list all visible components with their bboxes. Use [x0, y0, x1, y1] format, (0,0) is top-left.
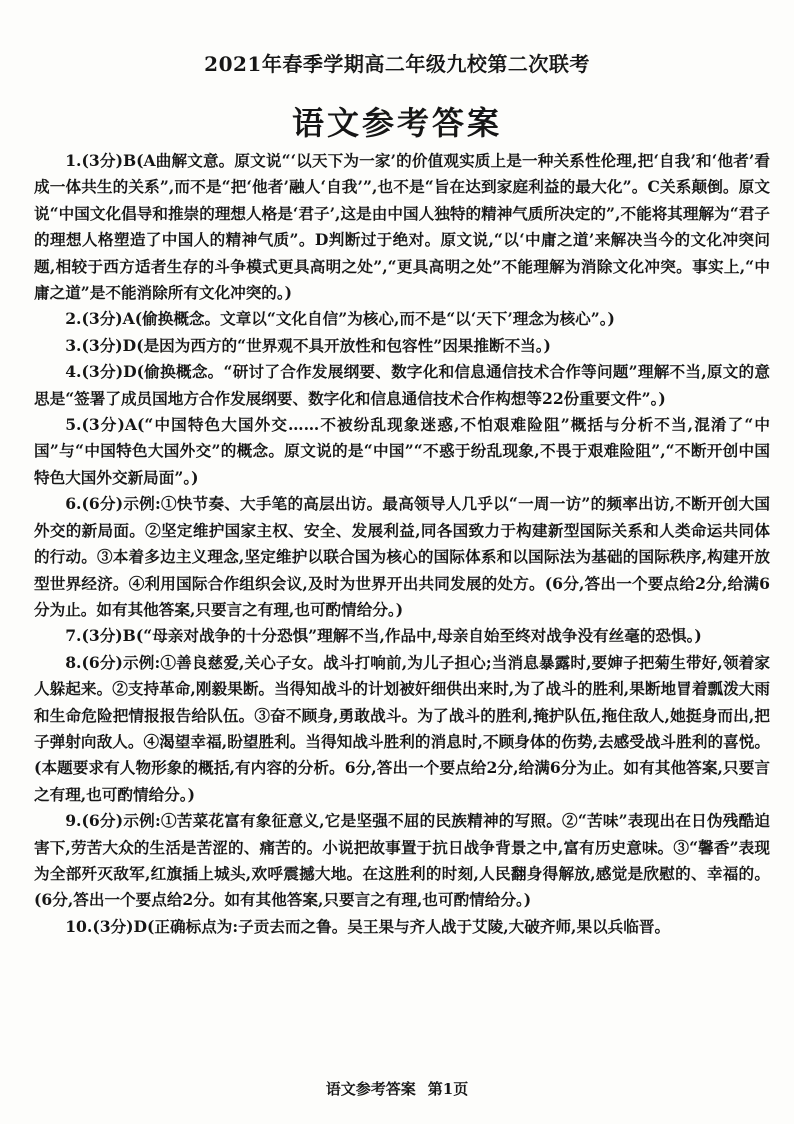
- answer-number: 5.: [65, 415, 82, 435]
- answer-text: (3分)A(偷换概念。文章以“文化自信”为核心,而不是“以‘天下’理念为核心”。): [81, 309, 615, 329]
- answer-text: (3分)D(正确标点为:子贡去而之鲁。吴王果与齐人战于艾陵,大破齐师,果以兵临晋。: [92, 916, 671, 936]
- answer-number: 4.: [65, 362, 82, 382]
- answer-item-9: [34, 808, 770, 914]
- answer-list: [34, 148, 770, 940]
- answer-item-3: [34, 333, 770, 359]
- answer-text: (6分)示例:①苦菜花富有象征意义,它是坚强不屈的民族精神的写照。②“苦味”表现出在日伪残酷迫害下,劳苦大众的生活是苦涩的、痛苦的。小说把故事置于抗日战争背景之中,富有历史意味。③“馨香”表现为全部歼灭敌军,红旗插上城头,欢呼震撼大地。在这胜利的时刻,人民翻身得解放,感觉是欣慰的、幸福的。(6分,答出一个要点给2分。如有其他答案,只要言之有理,也可酌情给分。): [34, 811, 770, 910]
- answer-number: 6.: [65, 494, 82, 514]
- answer-text: (3分)B(“母亲对战争的十分恐惧”理解不当,作品中,母亲自始至终对战争没有丝毫的恐惧。): [81, 626, 702, 646]
- answer-item-7: [34, 623, 770, 649]
- answer-text: (6分)示例:①快节奏、大手笔的高层出访。最高领导人几乎以“一周一访”的频率出访,不断开创大国外交的新局面。②坚定维护国家主权、安全、发展利益,同各国致力于构建新型国际关系和人类命运共同体的行动。③本着多边主义理念,坚定维护以联合国为核心的国际体系和以国际法为基础的国际秩序,构建开放型世界经济。④利用国际合作组织会议,及时为世界开出共同发展的处方。(6分,答出一个要点给2分,给满6分为止。如有其他答案,只要言之有理,也可酌情给分。): [34, 494, 770, 619]
- answer-text: (3分)D(偷换概念。“研讨了合作发展纲要、数字化和信息通信技术合作等问题”理解不当,原文的意思是“签署了成员国地方合作发展纲要、数字化和信息通信技术合作构想等22份重要文件”。): [34, 362, 770, 408]
- answer-item-1: [34, 148, 770, 306]
- exam-title: 2021年春季学期高二年级九校第二次联考: [204, 52, 590, 76]
- answer-item-4: [34, 359, 770, 412]
- answer-text: (3分)A(“中国特色大国外交……不被纷乱现象迷惑,不怕艰难险阻”概括与分析不当,混淆了“中国”与“中国特色大国外交”的概念。原文说的是“中国”“不惑于纷乱现象,不畏于艰难险阻”,“不断开创中国特色大国外交新局面”。): [34, 415, 770, 487]
- answer-text: (6分)示例:①善良慈爱,关心子女。战斗打响前,为儿子担心;当消息暴露时,要婶子把菊生带好,领着家人躲起来。②支持革命,刚毅果断。当得知战斗的计划被奸细供出来时,为了战斗的胜利,果断地冒着瓢泼大雨和生命危险把情报报告给队伍。③奋不顾身,勇敢战斗。为了战斗的胜利,掩护队伍,拖住敌人,她挺身而出,把子弹射向敌人。④渴望幸福,盼望胜利。当得知战斗胜利的消息时,不顾身体的伤势,去感受战斗胜利的喜悦。(本题要求有人物形象的概括,有内容的分析。6分,答出一个要点给2分,给满6分为止。如有其他答案,只要言之有理,也可酌情给分。): [34, 652, 770, 804]
- answer-item-2: [34, 306, 770, 332]
- answer-text: (3分)B(A曲解文意。原文说“‘以天下为一家’的价值观实质上是一种关系性伦理,把‘自我’和‘他者’看成一体共生的关系”,而不是“把‘他者’融人‘自我’”,也不是“旨在达到家庭利益的最大化”。C关系颠倒。原文说“中国文化倡导和推崇的理想人格是‘君子’,这是由中国人独特的精神气质所决定的”,不能将其理解为“君子的理想人格塑造了中国人的精神气质”。D判断过于绝对。原文说,“以‘中庸之道’来解决当今的文化冲突问题,相较于西方适者生存的斗争模式更具高明之处”,“更具高明之处”不能理解为消除文化冲突。事实上,“中庸之道”是不能消除所有文化冲突的。): [34, 151, 770, 303]
- document-title: 语文参考答案: [291, 104, 502, 142]
- page-number: 第1页: [427, 1080, 469, 1098]
- answer-number: 10.: [65, 916, 93, 936]
- answer-item-6: [34, 491, 770, 623]
- answer-number: 3.: [65, 335, 82, 355]
- footer-label: 语文参考答案: [325, 1080, 416, 1098]
- answer-number: 2.: [65, 309, 82, 329]
- answer-item-5: [34, 412, 770, 491]
- answer-item-10: [34, 914, 770, 940]
- answer-number: 7.: [65, 626, 82, 646]
- answer-number: 9.: [65, 811, 82, 831]
- answer-text: (3分)D(是因为西方的“世界观不具开放性和包容性”因果推断不当。): [81, 335, 551, 355]
- answer-number: 1.: [65, 151, 82, 170]
- answer-item-8: [34, 650, 770, 808]
- page-footer: [0, 1078, 794, 1099]
- answer-number: 8.: [65, 652, 82, 672]
